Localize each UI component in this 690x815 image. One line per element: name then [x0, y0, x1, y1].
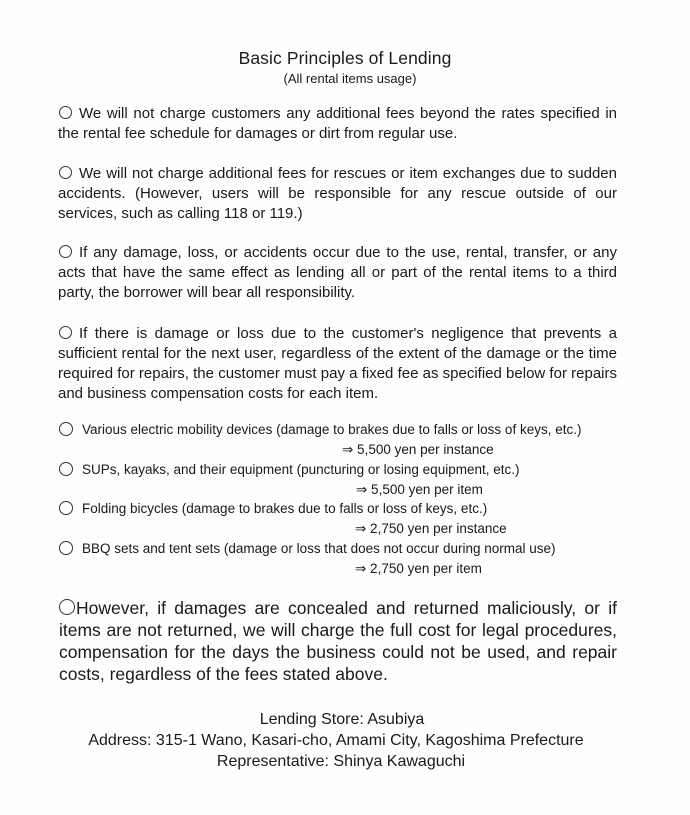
- open-circle-bullet-icon: [59, 501, 73, 515]
- document-subtitle: (All rental items usage): [283, 71, 417, 86]
- fee-item-amount: ⇒ 2,750 yen per instance: [355, 521, 507, 536]
- principle-paragraph: [58, 243, 617, 303]
- principle-text: If there is damage or loss due to the customer's negligence that prevents a sufficient rental for the next user, regardless of the extent of the damage or the time required for repairs, the customer must pay a fixed fee as specified below for repairs and business compensation costs for each item.: [58, 325, 617, 402]
- open-circle-bullet-icon: [59, 326, 72, 339]
- open-circle-bullet-icon: [59, 599, 75, 615]
- fee-item-description: Folding bicycles (damage to brakes due to falls or loss of keys, etc.): [82, 501, 488, 516]
- fee-item-description: SUPs, kayaks, and their equipment (puncturing or losing equipment, etc.): [82, 462, 520, 477]
- document-title: Basic Principles of Lending: [238, 48, 452, 68]
- principle-paragraph: [58, 164, 617, 224]
- principle-text: We will not charge customers any additional fees beyond the rates specified in the rental fee schedule for damages or dirt from regular use.: [58, 105, 617, 142]
- footer-address: Address: 315-1 Wano, Kasari-cho, Amami City, Kagoshima Prefecture: [88, 732, 584, 749]
- footer-store: Lending Store: Asubiya: [259, 711, 425, 728]
- principle-paragraph: [58, 324, 617, 404]
- fee-item-amount: ⇒ 5,500 yen per instance: [342, 442, 494, 457]
- open-circle-bullet-icon: [59, 541, 73, 555]
- open-circle-bullet-icon: [59, 422, 73, 436]
- open-circle-bullet-icon: [59, 462, 73, 476]
- fee-item-amount: ⇒ 5,500 yen per item: [356, 482, 483, 497]
- fee-item-description: Various electric mobility devices (damage to brakes due to falls or loss of keys, etc.): [82, 422, 582, 437]
- open-circle-bullet-icon: [59, 106, 72, 119]
- notice-text: However, if damages are concealed and returned maliciously, or if items are not returned, we will charge the full cost for legal procedures, compensation for the days the business could not be used, and repair costs, regardless of the fees stated above.: [59, 598, 617, 684]
- open-circle-bullet-icon: [59, 166, 72, 179]
- footer-representative: Representative: Shinya Kawaguchi: [216, 753, 466, 770]
- fee-item: [58, 421, 638, 439]
- principle-text: If any damage, loss, or accidents occur due to the use, rental, transfer, or any acts that have the same effect as lending all or part of the rental items to a third party, the borrower will bear all responsibility.: [58, 244, 617, 301]
- notice-paragraph: [59, 597, 617, 685]
- principle-paragraph: [58, 104, 617, 144]
- principle-text: We will not charge additional fees for rescues or item exchanges due to sudden accidents. (However, users will be responsible for any rescue outside of our services, such as calling 118 or 119.): [58, 165, 617, 222]
- open-circle-bullet-icon: [59, 245, 72, 258]
- fee-item: [58, 500, 638, 518]
- fee-item-description: BBQ sets and tent sets (damage or loss that does not occur during normal use): [82, 541, 556, 556]
- fee-item: [58, 461, 638, 479]
- fee-item-amount: ⇒ 2,750 yen per item: [355, 561, 482, 576]
- fee-item: [58, 540, 638, 558]
